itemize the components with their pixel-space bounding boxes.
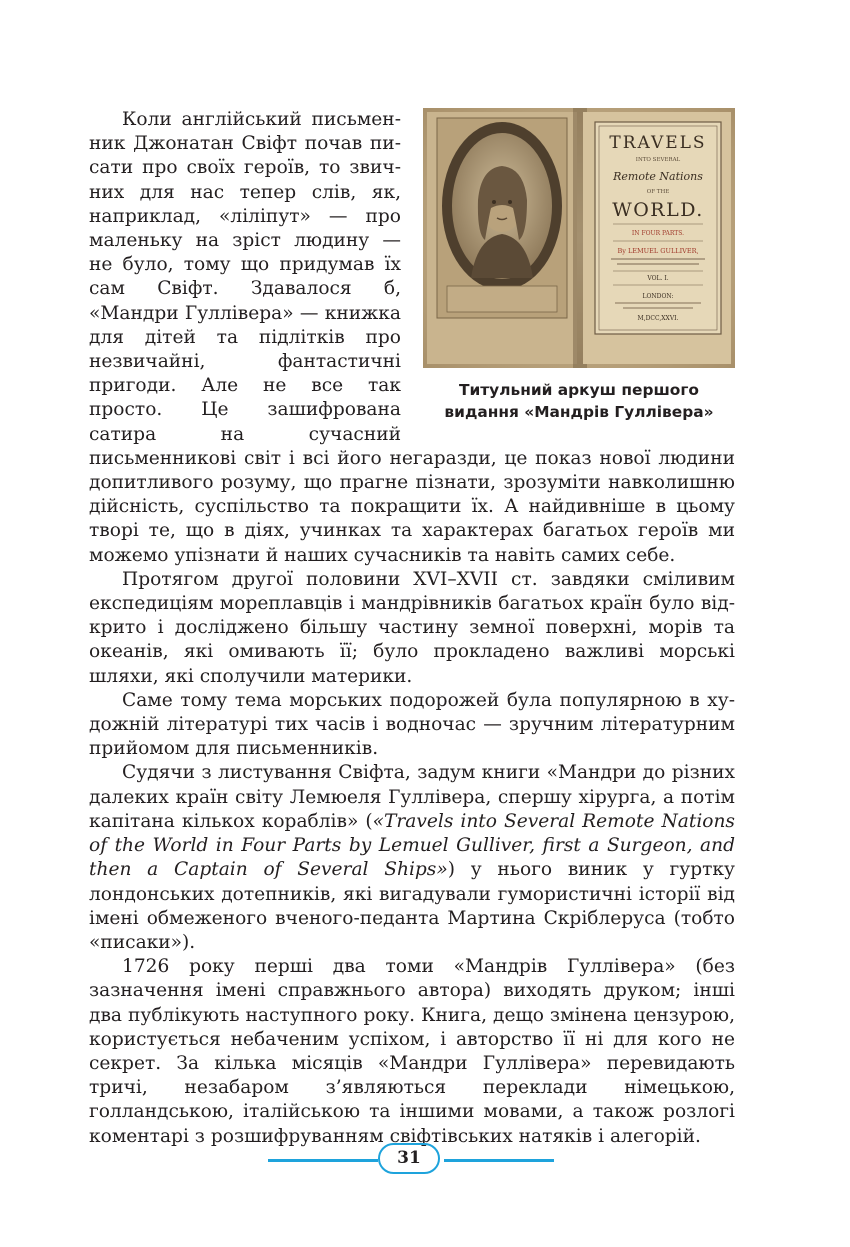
title-remote-nations: Remote Nations [613,170,703,183]
paragraph-1 [89,108,735,568]
page-number-footer [268,1143,554,1177]
paragraph-5: 1726 року перші два томи «Мандрів Гуллівера» (без зазначення імені справжнього автора) виходять друком; інші два публікують наступного року. Книга, дещо змінена цензурою, користується небаченим успіхом, і авторство її ні для кого не секрет. За кілька місяців «Мандри Гуллівера» перевидають тричі, незабаром з’являються переклади німецькою, голландською, італійською та іншими мовами, а також розлогі коментарі з розшифруванням свіфтівських натяків і алегорій. [89,956,735,1147]
figure-caption [423,379,735,423]
title-page-image [423,108,735,368]
title-page-figure [423,108,735,423]
title-volume: VOL. I. [647,275,669,282]
title-travels: TRAVELS [609,133,707,153]
title-into-several: INTO SEVERAL [635,157,681,163]
main-text [89,108,735,1149]
paragraph-2: Протягом другої половини XVI–XVII ст. завдяки сміливим експедиціям мореплавців і мандрівників багатьох країн було відкрито і досліджено більшу частину земної поверхні, морів та океанів, які омивають її; було прокладено важливі морські шляхи, які сполучили материки. [89,568,735,687]
paragraph-1-text: Коли англійський письменник Джонатан Свіфт почав писати про своїх героїв, то звичних для нас тепер слів, як, наприклад, «ліліпут» — про маленьку на зріст людину — не було, тому що придумав їх сам Свіфт. Здавалося б, «Мандри Гуллівера» — книжка для дітей та підлітків про незвичайні, фантастичні пригоди. Але не все так просто. Це зашифрована сатира на сучасний письменникові світ і всі його негаразди, це показ нової людини допитливого розуму, що прагне пізнати, зрозуміти навколишню дійсність, суспільство та покращити їх. А найдивніше в цьому творі те, що в діях, учинках та характерах багатьох героїв ми можемо упізнати й наших сучасників та навіть самих себе. [89,109,735,566]
caption-line-1: Титульний аркуш першого [458,381,699,399]
paragraph-4-start: Судячи з листування Свіфта, задум книги «Мандри до різних далеких країн світу Лемюеля Гуллівера, спершу хірурга, а потім капітана кількох кораблів» ( [89,762,735,832]
title-author: By LEMUEL GULLIVER, [617,247,699,255]
book-spread-illustration [423,108,735,368]
paragraph-4-end: ) у нього виник у гуртку лондонських дотепників, які вигадували гумористичні історії від імені обмеженого вченого-педанта Мартина Скріблеруса (тобто «писаки»). [89,859,735,953]
caption-line-2: видання «Мандрів Гуллівера» [444,403,714,421]
footer-rule-left [268,1159,378,1162]
paragraph-4 [89,761,735,955]
title-london: LONDON: [642,293,674,300]
paragraph-3: Саме тому тема морських подорожей була популярною в художній літературі тих часів і водночас — зручним літературним прийомом для письменників. [89,689,735,760]
footer-rule-right [444,1159,554,1162]
title-four-parts: IN FOUR PARTS. [631,230,685,237]
title-of-the: OF THE [646,189,670,195]
paragraph-4-english-title: «Travels into Several Remote Nations of the World in Four Parts by Lemuel Gulliver, first a Surgeon, and then a Captain of Several Ships» [89,810,735,881]
title-world: WORLD. [612,199,704,221]
page-number: 31 [378,1143,440,1174]
title-year: M,DCC,XXVI. [637,315,679,322]
